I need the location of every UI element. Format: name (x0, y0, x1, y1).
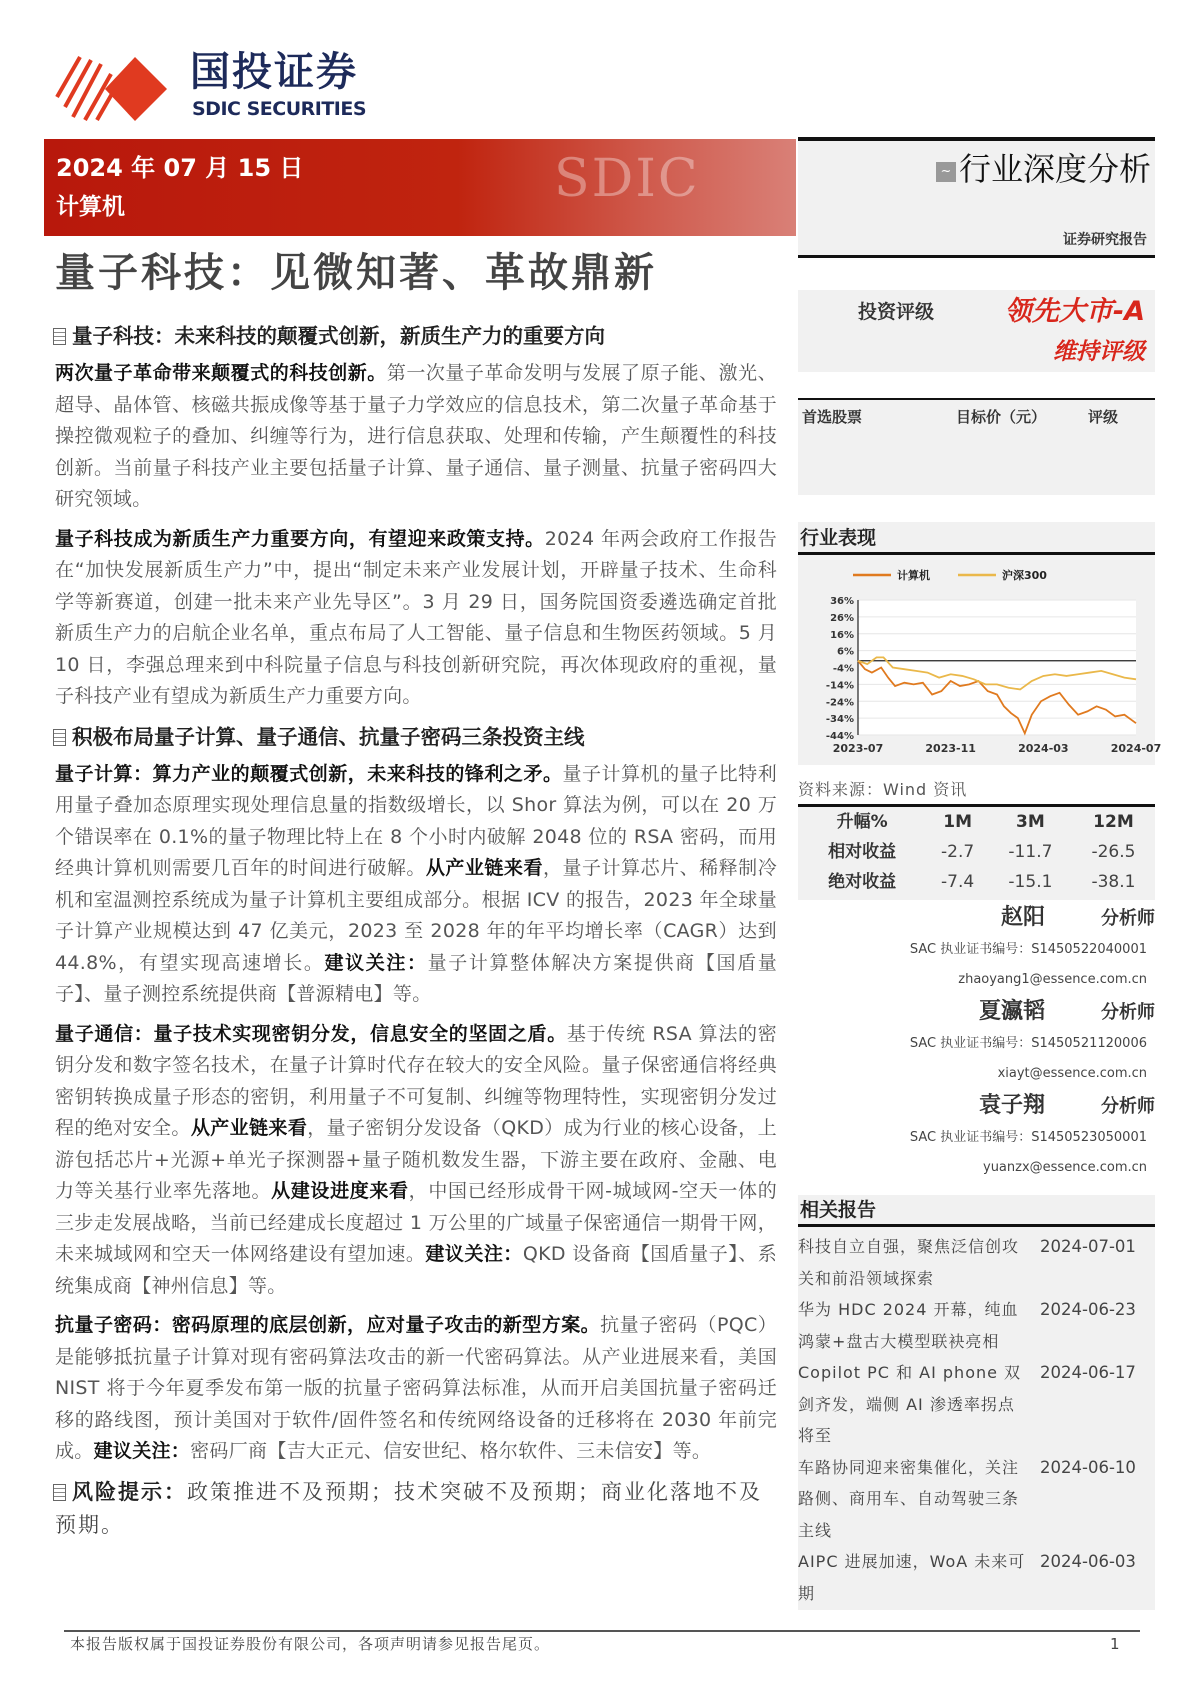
related-report-title: 车路协同迎来密集催化，关注路侧、商用车、自动驾驶三条主线 (798, 1457, 1020, 1540)
related-report-title: 华为 HDC 2024 开幕，纯血鸿蒙+盘古大模型联袂亮相 (798, 1300, 1019, 1351)
paragraph-text: 基于传统 RSA 算法的密钥分发和数字签名技术，在量子计算时代存在较大的安全风险。量子保密通信将经典密钥转换成量子形态的密钥，利用量子不可复制、纠缠等物理特性，实现密钥分发过程的绝对安全。 (55, 1022, 777, 1139)
section-heading-text: 量子科技：未来科技的颠覆式创新，新质生产力的重要方向 (72, 324, 605, 348)
x-tick-label: 2024-03 (1018, 742, 1069, 755)
analyst-role: 分析师 (1101, 1096, 1155, 1117)
related-report-item[interactable] (798, 1357, 1155, 1452)
related-reports (798, 1227, 1155, 1610)
related-report-title: Copilot PC 和 AI phone 双剑齐发，端侧 AI 渗透率拐点将至 (798, 1363, 1022, 1445)
risk-label (53, 1480, 187, 1504)
related-report-date: 2024-06-17 (1040, 1363, 1136, 1382)
analyst-sac: SAC 执业证书编号：S1450523050001 (909, 1130, 1147, 1145)
y-tick-label: 26% (830, 612, 854, 624)
analyst-email: zhaoyang1@essence.com.cn (958, 972, 1147, 987)
analyst-sac: SAC 执业证书编号：S1450521120006 (909, 1036, 1147, 1051)
page-title: 量子科技：见微知著、革故鼎新 (55, 249, 657, 296)
analyst-email: yuanzx@essence.com.cn (983, 1160, 1147, 1175)
rating-label: 投资评级 (858, 301, 935, 323)
y-tick-label: -4% (832, 663, 854, 675)
paragraph (55, 358, 777, 516)
paragraph-lead: 两次量子革命带来颠覆式的科技创新。 (55, 362, 387, 384)
industry-name: 计算机 (56, 194, 125, 220)
table-header: 3M (1016, 812, 1045, 832)
paragraph-text: QKD 设备商【国盾量子】、系统集成商【神州信息】等。 (55, 1243, 777, 1297)
related-report-date: 2024-07-01 (1040, 1237, 1136, 1256)
table-cell: -2.7 (941, 842, 975, 862)
paragraph-text: 第一次量子革命发明与发展了原子能、激光、超导、晶体管、核磁共振成像等基于量子力学效应的信息技术，第二次量子革命基于操控微观粒子的叠加、纠缠等行为，进行信息获取、处理和传输，产生颠覆性的科技创新。当前量子科技产业主要包括量子计算、量子通信、量子测量、抗量子密码四大研究领域。 (55, 362, 777, 510)
risk-note (55, 1476, 777, 1542)
table-cell: 绝对收益 (828, 872, 897, 892)
legend-label: 计算机 (897, 569, 930, 582)
main-body (55, 318, 777, 1542)
table-cell: -7.4 (941, 872, 975, 892)
analyst-name: 夏瀛韬 (978, 998, 1045, 1024)
analyst-header (798, 997, 1155, 1027)
section-heading-text: 积极布局量子计算、量子通信、抗量子密码三条投资主线 (72, 724, 585, 749)
logo-text-en: SDIC SECURITIES (192, 98, 367, 120)
risk-label-text: 风险提示： (72, 1479, 187, 1504)
analyst-header (798, 1091, 1155, 1121)
x-tick-label: 2023-11 (925, 742, 976, 755)
paragraph-lead: 从产业链来看 (190, 1117, 308, 1139)
report-type-sub: 证券研究报告 (1063, 232, 1147, 248)
chart-icon: ~ (936, 162, 956, 182)
paragraph-lead: 建议关注： (93, 1440, 191, 1462)
footer-divider (64, 1630, 1140, 1632)
related-report-item[interactable] (798, 1294, 1155, 1357)
report-date: 2024 年 07 月 15 日 (56, 154, 304, 182)
related-report-date: 2024-06-03 (1040, 1552, 1136, 1571)
paragraph-lead: 建议关注： (324, 951, 428, 974)
paragraph-lead: 量子计算：算力产业的颠覆式创新，未来科技的锋利之矛。 (55, 762, 563, 785)
related-heading: 相关报告 (798, 1195, 1155, 1227)
paragraph-lead: 从建设进度来看 (271, 1180, 409, 1202)
table-cell: -15.1 (1008, 872, 1053, 892)
document-icon (53, 729, 66, 746)
analyst-name: 袁子翔 (978, 1092, 1045, 1118)
paragraph-text: ，量子密钥分发设备（QKD）成为行业的核心设备，上游包括芯片+光源+单光子探测器+量子随机数发生器，下游主要在政府、金融、电力等关基行业率先落地。 (55, 1117, 777, 1202)
section-heading (53, 721, 777, 753)
y-tick-label: -34% (825, 714, 854, 726)
paragraph-lead: 建议关注： (425, 1243, 523, 1265)
line-chart (798, 555, 1162, 765)
paragraph (55, 1310, 777, 1468)
table-cell: -11.7 (1008, 842, 1053, 862)
paragraph-text: ，量子计算芯片、稀释制冷机和室温测控系统成为量子计算机主要组成部分。根据 ICV 的报告，2023 年全球量子计算产业规模达到 47 亿美元，2023 至 2028 年的年平均增长率（CAGR）达到 44.8%，有望实现高速增长。 (55, 857, 777, 974)
performance-chart (798, 555, 1162, 765)
logo-text-cn: 国投证券 (190, 49, 358, 95)
y-tick-label: -44% (825, 731, 854, 742)
document-icon (53, 1484, 66, 1501)
table-cell: 相对收益 (828, 842, 897, 862)
y-tick-label: 6% (837, 646, 854, 658)
table-cell: -38.1 (1091, 872, 1136, 892)
document-icon (53, 328, 66, 345)
related-report-date: 2024-06-10 (1040, 1457, 1136, 1477)
legend-label: 沪深300 (1002, 569, 1047, 582)
table-row (798, 867, 1155, 897)
paragraph-text: 密码厂商【吉大正元、信安世纪、格尔软件、三未信安】等。 (190, 1440, 712, 1462)
y-tick-label: 36% (830, 596, 854, 607)
paragraph-text: 2024 年两会政府工作报告在“加快发展新质生产力”中，提出“制定未来产业发展计划，开辟量子技术、生命科学等新赛道，创建一批未来产业先导区”。3 月 29 日，国务院国资委遴选确定首批新质生产力的启航企业名单，重点布局了人工智能、量子信息和生物医药领域。5 月 10 日，李强总理来到中科院量子信息与科技创新研究院，再次体现政府的重视，量子科技产业有望成为新质生产力重要方向。 (55, 527, 777, 707)
related-report-item[interactable] (798, 1231, 1155, 1294)
paragraph-text: 量子计算整体解决方案提供商【国盾量子】、量子测控系统提供商【普源精电】等。 (55, 951, 777, 1005)
related-report-date: 2024-06-23 (1040, 1300, 1136, 1319)
performance-heading: 行业表现 (798, 522, 1155, 555)
paragraph-lead: 抗量子密码：密码原理的底层创新，应对量子攻击的新型方案。 (55, 1314, 601, 1336)
table-header-row (798, 807, 1155, 837)
band-watermark: SDIC (554, 149, 700, 209)
performance-table (798, 804, 1155, 900)
related-report-item[interactable] (798, 1452, 1155, 1547)
stock-header: 首选股票 (802, 408, 863, 426)
page-number: 1 (1110, 1635, 1120, 1653)
table-header: 升幅% (836, 812, 888, 832)
stock-table (798, 398, 1155, 495)
section-heading (53, 320, 777, 352)
paragraph (55, 759, 777, 1011)
stock-header: 评级 (1088, 408, 1119, 426)
analyst-name: 赵阳 (1000, 904, 1045, 930)
rating-box (798, 290, 1155, 372)
risk-text: 政策推进不及预期；技术突破不及预期；商业化落地不及预期。 (55, 1479, 762, 1537)
paragraph-lead: 量子科技成为新质生产力重要方向，有望迎来政策支持。 (55, 527, 545, 550)
y-tick-label: -24% (825, 697, 854, 709)
table-row (798, 837, 1155, 867)
analyst-role: 分析师 (1101, 908, 1155, 929)
paragraph (55, 1019, 777, 1303)
rating-value: 领先大市-A (1004, 296, 1145, 327)
report-type-title: 行业深度分析 (958, 150, 1151, 188)
related-report-title: AIPC 进展加速，WoA 未来可期 (798, 1552, 1026, 1603)
stock-header: 目标价（元） (956, 408, 1047, 426)
report-type-box (798, 137, 1155, 258)
paragraph-lead: 从产业链来看 (425, 857, 543, 879)
y-tick-label: -14% (825, 680, 854, 692)
analyst-header (798, 903, 1155, 933)
chart-source: 资料来源：Wind 资讯 (798, 780, 968, 799)
related-report-title: 科技自立自强，聚焦泛信创攻关和前沿领域探索 (798, 1237, 1020, 1288)
analyst-email: xiayt@essence.com.cn (997, 1066, 1147, 1081)
header-band (44, 139, 796, 236)
paragraph (55, 524, 777, 713)
paragraph-text: ，中国已经形成骨干网-城域网-空天一体的三步走发展战略，当前已经建成长度超过 1 万公里的广域量子保密通信一期骨干网，未来城域网和空天一体网络建设有望加速。 (55, 1180, 777, 1265)
paragraph-lead: 量子通信：量子技术实现密钥分发，信息安全的坚固之盾。 (55, 1022, 567, 1045)
rating-sub: 维持评级 (1053, 339, 1145, 365)
related-report-item[interactable] (798, 1546, 1155, 1609)
x-tick-label: 2024-07 (1110, 742, 1162, 755)
y-tick-label: 16% (830, 629, 854, 641)
analyst-role: 分析师 (1101, 1002, 1155, 1023)
table-header: 12M (1093, 812, 1134, 832)
footer-text: 本报告版权属于国投证券股份有限公司，各项声明请参见报告尾页。 (70, 1635, 551, 1653)
paragraph-text: 抗量子密码（PQC）是能够抵抗量子计算对现有密码算法攻击的新一代密码算法。从产业进展来看，美国 NIST 将于今年夏季发布第一版的抗量子密码算法标准，从而开启美国抗量子密码迁移的路线图，预计美国对于软件/固件签名和传统网络设备的迁移将在 2030 年前完成。 (55, 1314, 778, 1462)
x-tick-label: 2023-07 (832, 742, 884, 755)
analyst-sac: SAC 执业证书编号：S1450522040001 (909, 942, 1147, 957)
table-cell: -26.5 (1091, 842, 1136, 862)
table-header: 1M (943, 812, 972, 832)
paragraph-text: 量子计算机的量子比特利用量子叠加态原理实现处理信息量的指数级增长，以 Shor 算法为例，可以在 20 万个错误率在 0.1%的量子物理比特上在 8 个小时内破解 2048 位的 RSA 密码，而用经典计算机则需要几百年的时间进行破解。 (55, 762, 777, 879)
